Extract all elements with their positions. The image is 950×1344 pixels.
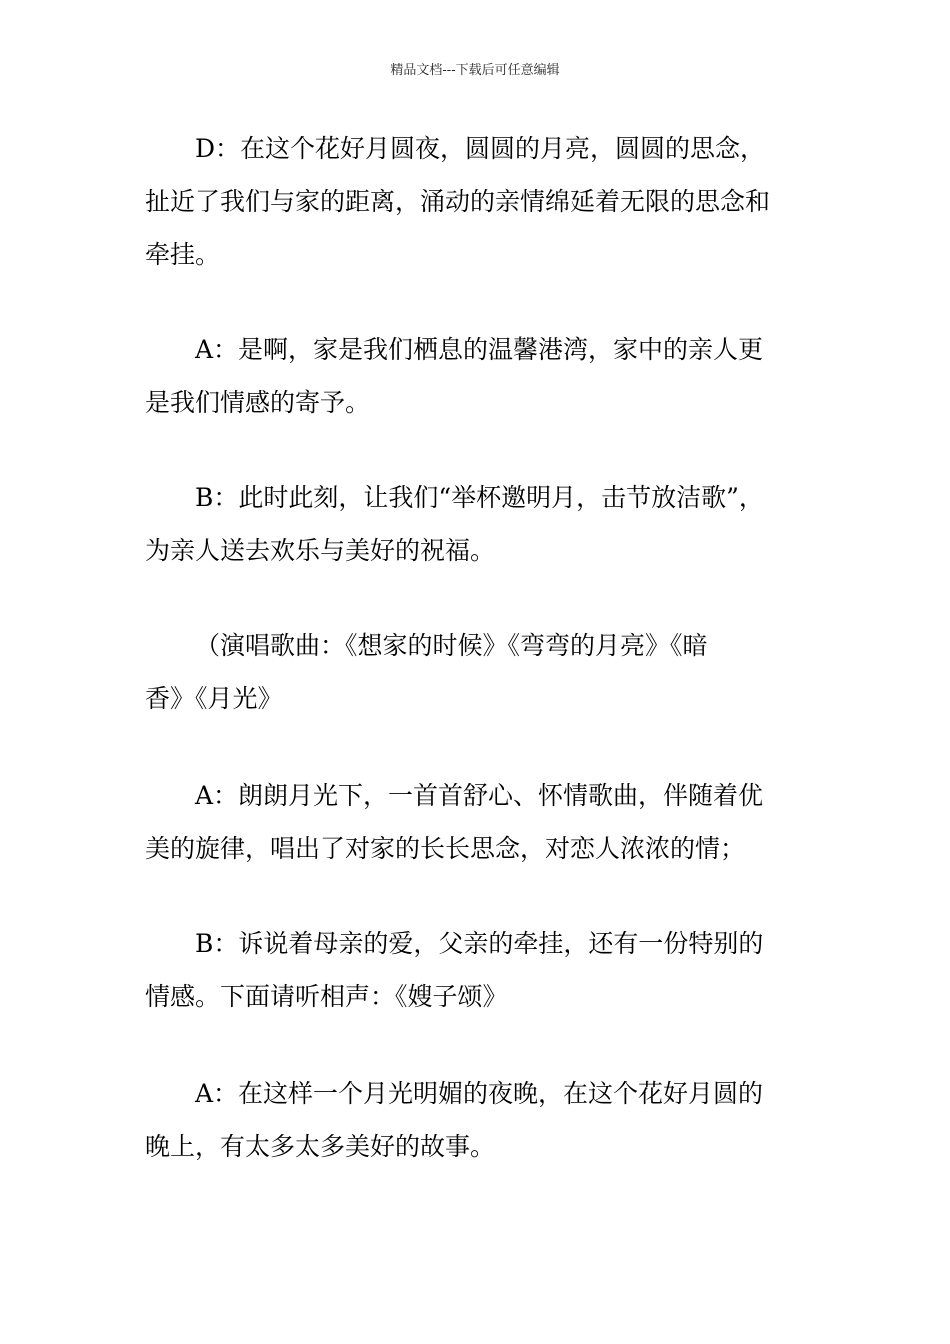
paragraph-line: （演唱歌曲：《想家的时候》《弯弯的月亮》《暗	[195, 631, 708, 660]
paragraph-line: 美的旋律，唱出了对家的长长思念，对恋人浓浓的情；	[145, 834, 746, 863]
paragraph-line: 牵挂。	[145, 240, 221, 269]
paragraph-line: 扯近了我们与家的距离，涌动的亲情绵延着无限的思念和	[145, 187, 771, 216]
paragraph-line: A：在这样一个月光明媚的夜晚，在这个花好月圆的	[195, 1079, 764, 1108]
paragraph-1	[145, 122, 825, 281]
paragraph-line: B：诉说着母亲的爱，父亲的牵挂，还有一份特别的	[195, 929, 764, 958]
paragraph-line: 香》《月光》	[145, 684, 283, 713]
paragraph-line: D：在这个花好月圆夜，圆圆的月亮，圆圆的思念，	[195, 134, 766, 163]
paragraph-5	[145, 769, 825, 875]
paragraph-line: A：朗朗月光下，一首首舒心、怀情歌曲，伴随着优	[195, 781, 764, 810]
paragraph-line: B：此时此刻，让我们“举杯邀明月，击节放洁歌”，	[195, 483, 764, 512]
paragraph-2	[145, 323, 825, 429]
page-header: 精品文档---下载后可任意编辑	[390, 63, 560, 78]
paragraph-line: A：是啊，家是我们栖息的温馨港湾，家中的亲人更	[195, 335, 764, 364]
paragraph-6	[145, 917, 825, 1023]
paragraph-7	[145, 1067, 825, 1173]
paragraph-3	[145, 471, 825, 577]
paragraph-line: 晚上，有太多太多美好的故事。	[145, 1132, 496, 1161]
paragraph-line: 是我们情感的寄予。	[145, 388, 371, 417]
paragraph-line: 为亲人送去欢乐与美好的祝福。	[145, 536, 496, 565]
paragraph-line: 情感。下面请听相声：《嫂子颂》	[145, 982, 508, 1011]
paragraph-4	[145, 619, 825, 725]
